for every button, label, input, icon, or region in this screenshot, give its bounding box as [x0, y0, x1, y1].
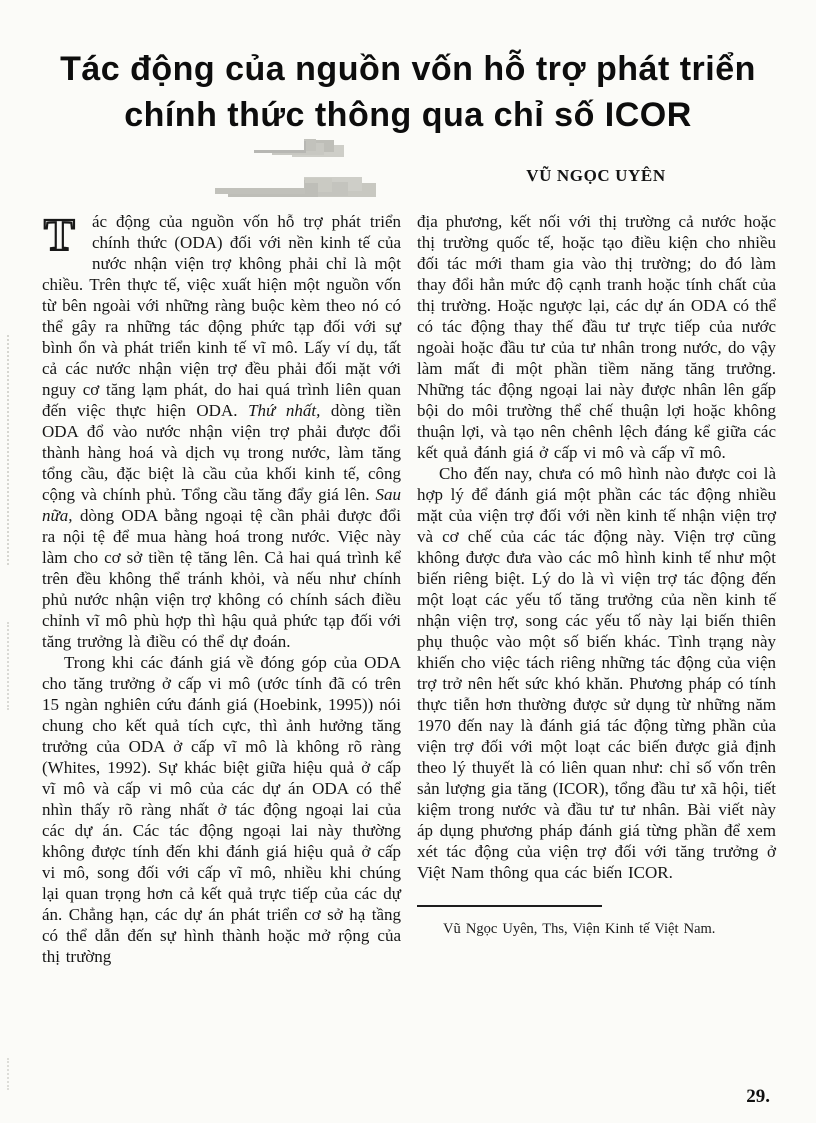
title-line-2: chính thức thông qua chỉ số ICOR	[124, 96, 692, 134]
article-title	[0, 0, 816, 138]
author-name: VŨ NGỌC UYÊN	[526, 166, 666, 185]
footnote-rule	[417, 905, 602, 907]
article-body	[42, 211, 776, 967]
paragraph	[42, 652, 401, 967]
scan-artifact	[7, 622, 9, 710]
svg-text:T: T	[44, 213, 75, 255]
text-segment: dòng ODA bằng ngoại tệ cần phải được đổi ra nội tệ để mua hàng hoá trong nước. Việc này làm cho cơ sở tiền tệ tăng lên. Cả hai quá trình kể trên đều không thể tránh khỏi, và nếu như chính phủ nước nhận viện trợ không có chính sách điều chỉnh vĩ mô phù hợp thì hậu quả phức tạp đối với tăng trưởng là điều có thể dự đoán.	[42, 506, 401, 651]
paragraph	[417, 211, 776, 463]
left-column	[42, 211, 401, 967]
dropcap-letter	[42, 213, 84, 255]
footnote	[417, 905, 776, 940]
scan-artifact	[214, 174, 304, 188]
text-segment: ác động của nguồn vốn hỗ trợ phát triển chính thức (ODA) đối với nền kinh tế của nước nhận viện trợ không phải chỉ là một chiều. Trên thực tế, việc xuất hiện một nguồn vốn từ bên ngoài với những ràng buộc kèm theo nó có thể gây ra những tác động phức tạp đối với sự bình ổn và phát triển kinh tế vĩ mô. Lấy ví dụ, tất cả các nước nhận viện trợ đều phải đối mặt với nguy cơ tăng lạm phát, do hai quá trình liên quan đến việc thực hiện ODA.	[42, 212, 401, 420]
title-line-1: Tác động của nguồn vốn hỗ trợ phát triển	[60, 50, 756, 88]
text-segment: dòng tiền ODA đổ vào nước nhận viện trợ phải được đổi thành hàng hoá và dịch vụ trong nước, làm tăng tổng cầu, đặc biệt là cầu của khối kinh tế, công cộng và chính phủ. Tổng cầu tăng đẩy giá lên.	[42, 401, 401, 504]
text-segment: địa phương, kết nối với thị trường cả nước hoặc thị trường quốc tế, hoặc tạo điều kiện cho nhiều đối tác mới tham gia vào thị trường; do đó làm thay đổi hẳn mức độ cạnh tranh hoặc tính chất của thị trường. Hoặc ngược lại, các dự án ODA có thể có tác động thay thế đầu tư trực tiếp của nước ngoài hoặc đầu tư của tư nhân trong nước, do vậy làm mất đi một phần tiềm năng tăng trưởng. Những tác động ngoại lai này được nhân lên gấp bội do môi trường thể chế thuận lợi hoặc không thuận lợi, và tạo nên chênh lệch đáng kể giữa các kết quả đánh giá ở cấp vi mô và cấp vĩ mô.	[417, 212, 776, 462]
italic-phrase: Thứ nhất,	[248, 401, 321, 420]
paragraph	[42, 211, 401, 652]
paragraph	[417, 463, 776, 883]
text-segment: Trong khi các đánh giá về đóng góp của ODA cho tăng trưởng ở cấp vi mô (ước tính đã có trên 15 ngàn nghiên cứu đánh giá (Hoebink, 1995)) nói chung cho kết quả tích cực, thì ảnh hưởng tăng trưởng của ODA ở cấp vĩ mô là không rõ ràng (Whites, 1992). Sự khác biệt giữa hiệu quả ở cấp vĩ mô và cấp vi mô của các dự án ODA có thể nhìn thấy rõ ràng nhất ở tác động ngoại lai của các dự án. Các tác động ngoại lai này thường không được tính đến khi đánh giá hiệu quả ở cấp vi mô, song đối với cấp vĩ mô, nhiều khi chúng lại quan trọng hơn cả kết quả trực tiếp của các dự án. Chẳng hạn, các dự án phát triển cơ sở hạ tầng có thể dẫn đến sự hình thành hoặc mở rộng của thị trường	[42, 653, 401, 966]
page-number: 29.	[746, 1086, 770, 1107]
scan-artifact	[252, 138, 304, 150]
italic-phrase: Sau nữa,	[42, 485, 401, 525]
footnote-text: Vũ Ngọc Uyên, Ths, Viện Kinh tế Việt Nam.	[443, 921, 716, 937]
scan-artifact	[7, 1058, 9, 1090]
text-segment: Cho đến nay, chưa có mô hình nào được coi là hợp lý để đánh giá một phần các tác động nhiều mặt của viện trợ đối với nền kinh tế nhận viện trợ và cơ chế của các tác động này. Viện trợ cũng không được đưa vào các mô hình kinh tế như một biến riêng biệt. Lý do là vì viện trợ tác động đến một loạt các yếu tố tăng trưởng của nền kinh tế nhận viện trợ, song các yếu tố này lại biến thiên phụ thuộc vào một số biến khác. Tình trạng này khiến cho việc tách riêng những tác động của viện trợ trở nên hết sức khó khăn. Phương pháp có tính thực tiễn hơn thường được sử dụng từ những năm 1970 đến nay là đánh giá tác động từng phần của viện trợ đối với một loạt các biến được giả định theo lý thuyết là có liên quan như: chỉ số vốn trên sản lượng gia tăng (ICOR), tổng đầu tư xã hội, tiết kiệm trong nước và đầu tư tư nhân. Bài viết này áp dụng phương pháp đánh giá từng phần để xem xét tác động của viện trợ đối với tăng trưởng ở Việt Nam thông qua các biến ICOR.	[417, 464, 776, 882]
right-column	[417, 211, 776, 967]
scan-artifact	[7, 335, 9, 565]
